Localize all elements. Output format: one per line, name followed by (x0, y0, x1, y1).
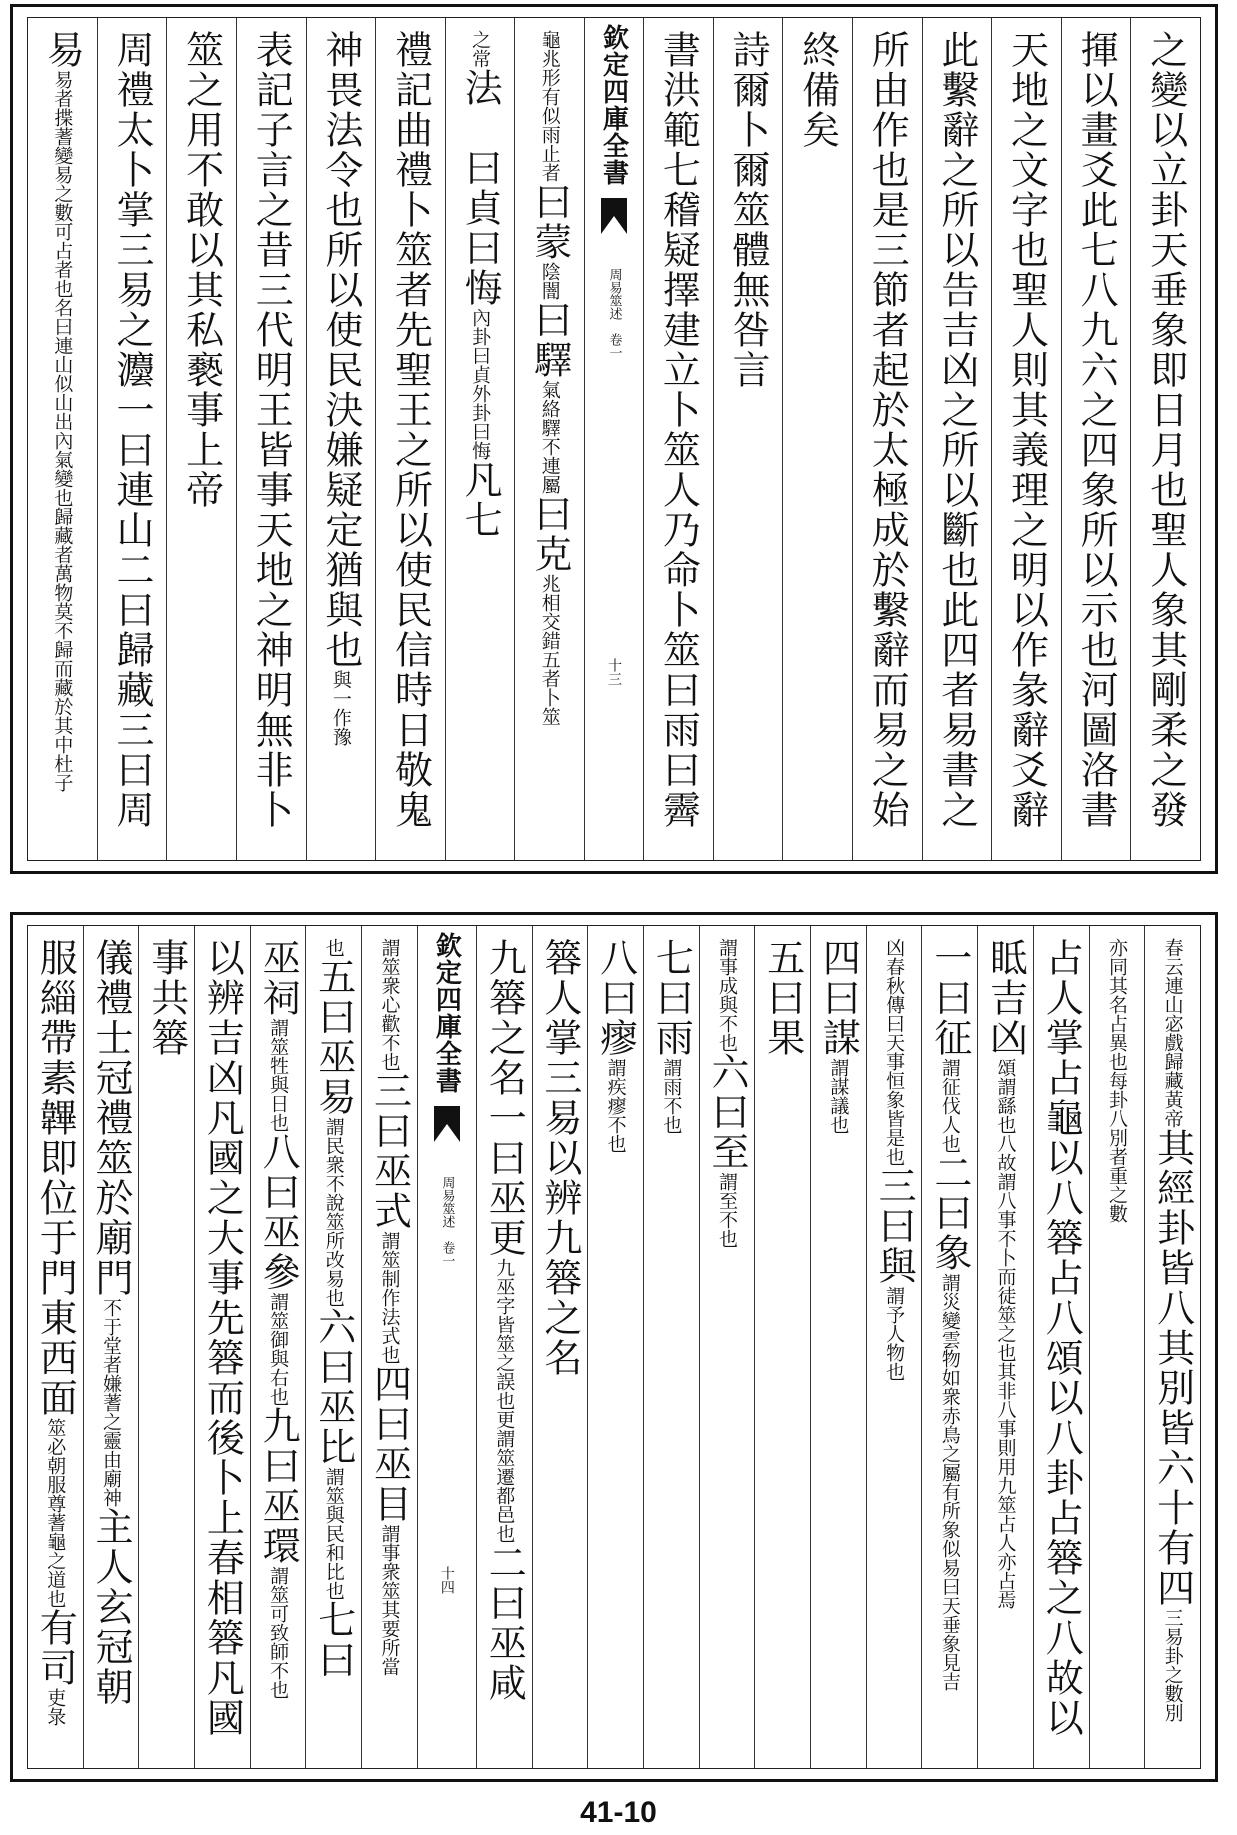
annotation-note: 亦同其名占異也每卦八別者重之數 (1105, 938, 1128, 1223)
main-text: 曰蒙 (527, 182, 572, 262)
text-column (852, 18, 922, 860)
annotation-note: 氣絡驛不連屬 (538, 380, 561, 494)
main-text: 巫祠 (256, 938, 301, 1018)
main-text: 四曰謀 (816, 938, 861, 1058)
text-column (236, 18, 306, 860)
text-column (28, 926, 83, 1768)
text-column (1061, 18, 1131, 860)
column-text (858, 30, 916, 830)
text-column (587, 926, 643, 1768)
main-text: 事共簭 (144, 938, 189, 1058)
column-text (719, 30, 777, 390)
column-text (451, 30, 509, 540)
annotation-note: 頌謂繇也八故謂八事不卜而徒筮之也其非八事則用九筮占人亦占焉 (994, 1058, 1017, 1609)
main-text: 六曰巫比 (311, 1307, 356, 1467)
main-text: 簭人掌三易以辨九簭之名 (537, 938, 582, 1378)
column-text (1137, 30, 1195, 830)
column-text (361, 938, 417, 1676)
annotation-note: 與一作豫 (329, 670, 352, 746)
main-text: 七曰 (311, 1600, 356, 1680)
bottom-half-page (10, 912, 1218, 1782)
text-column (782, 18, 852, 860)
annotation-note: 謂至不也 (716, 1172, 739, 1248)
annotation-note: 九巫字皆筮之誤也更謂筮遷都邑也 (493, 1258, 516, 1543)
annotation-note: 謂予人物也 (883, 1286, 906, 1381)
column-text (28, 938, 83, 1726)
main-text: 之變以立卦天垂象即日月也聖人象其剛柔之發 (1143, 30, 1188, 830)
main-text: 四曰巫目 (367, 1364, 412, 1524)
book-title: 欽定四庫全書 (431, 932, 462, 1094)
main-text: 禮記曲禮卜筮者先聖王之所以使民信時日敬鬼 (388, 30, 433, 830)
annotation-note: 謂事衆筮其要所當 (378, 1524, 401, 1676)
main-text: 五曰果 (760, 938, 805, 1058)
annotation-note: 春云連山宓戲歸藏黃帝 (1161, 938, 1184, 1128)
main-text: 三曰與 (872, 1166, 917, 1286)
folio-number: 十三 (606, 658, 622, 686)
column-text (305, 938, 361, 1680)
column-text (977, 938, 1033, 1609)
main-text: 七曰雨 (649, 938, 694, 1058)
text-column (977, 926, 1033, 1768)
column-text (312, 30, 370, 746)
bottom-frame (27, 925, 1201, 1769)
column-text (83, 938, 139, 1707)
main-text: 詩爾卜爾筮體無咎言 (725, 30, 770, 390)
main-text: 表記子言之昔三代明王皆事天地之神明無非卜 (249, 30, 294, 830)
column-text (810, 938, 866, 1134)
folio-number: 十四 (438, 1566, 455, 1594)
main-text: 所由作也是三節者起於太極成於繫辭而易之始 (865, 30, 910, 830)
center-fold (584, 18, 643, 860)
column-text (476, 938, 532, 1703)
main-text: 一曰征 (927, 938, 972, 1058)
annotation-note: 龜兆形有似雨止者 (538, 30, 561, 182)
column-text (173, 30, 231, 510)
annotation-note: 兆相交錯五者卜筮 (538, 574, 561, 726)
main-text: 易 (40, 30, 85, 70)
column-text (699, 938, 755, 1248)
text-column (1033, 926, 1089, 1768)
annotation-note: 謂民衆不說筮所改易也 (322, 1117, 345, 1307)
main-text: 書洪範七稽疑擇建立卜筮人乃命卜筮曰雨曰霽 (656, 30, 701, 830)
main-text: 九簭之名一曰巫更 (482, 938, 527, 1258)
text-column (810, 926, 866, 1768)
text-column (97, 18, 167, 860)
main-text: 筮之用不敢以其私褻事上帝 (179, 30, 224, 510)
text-column (713, 18, 783, 860)
main-text: 曰驛 (527, 300, 572, 380)
annotation-note: 謂雨不也 (660, 1058, 683, 1134)
column-text (242, 30, 300, 830)
book-volume: 周易筮述 卷一 (606, 268, 622, 359)
top-frame (27, 17, 1201, 861)
annotation-note: 謂筮牲與日也 (267, 1018, 290, 1132)
text-column (532, 926, 588, 1768)
column-text (754, 938, 810, 1058)
annotation-note: 謂謀議也 (827, 1058, 850, 1134)
text-column (166, 18, 236, 860)
column-text (250, 938, 306, 1699)
main-text: 以辨吉凶凡國之大事先簭而後卜上春相簭凡國 (200, 938, 245, 1738)
annotation-note: 謂筮衆心歡不也 (378, 938, 401, 1071)
annotation-note: 凶春秋傳曰天事恒象皆是也 (883, 938, 906, 1166)
column-text (138, 938, 194, 1058)
text-column (138, 926, 194, 1768)
column-text (1033, 938, 1089, 1738)
main-text: 曰克 (527, 494, 572, 574)
main-text: 揮以畫爻此七八九六之四象所以示也河圖洛書 (1074, 30, 1119, 830)
main-text: 其經卦皆八其別皆六十有四 (1150, 1128, 1195, 1608)
annotation-note: 不于堂者嫌蓍之靈由廟神 (99, 1298, 122, 1507)
column-text (103, 30, 161, 830)
text-column (922, 18, 992, 860)
annotation-note: 吏彔 (44, 1688, 67, 1726)
text-column (250, 926, 306, 1768)
column-text (1067, 30, 1125, 830)
annotation-note: 易者揲蓍變易之數可占者也名曰連山似山出內氣變也歸藏者萬物莫不歸而藏於其中杜子 (51, 70, 74, 792)
column-text (1089, 938, 1145, 1223)
main-text: 周禮太卜掌三易之灋一曰連山二曰歸藏三曰周 (109, 30, 154, 830)
annotation-note: 之常 (469, 30, 492, 68)
bottom-columns (28, 926, 1200, 1768)
volume-info (605, 268, 624, 359)
main-text: 凡七 (458, 460, 503, 540)
main-text: 天地之文字也聖人則其義理之明以作彖辭爻辭 (1004, 30, 1049, 830)
text-column (643, 926, 699, 1768)
book-volume: 周易筮述 卷一 (439, 1176, 455, 1267)
annotation-note: 謂筮御與右也 (267, 1292, 290, 1406)
text-column (754, 926, 810, 1768)
top-half-page (10, 4, 1218, 874)
column-text (921, 938, 977, 1691)
column-text (928, 30, 986, 830)
column-text (789, 30, 847, 150)
annotation-note: 謂災變雲物如衆赤鳥之屬有所象似易曰天垂象見吉 (938, 1273, 961, 1691)
text-column (83, 926, 139, 1768)
fish-tail-mark-icon (601, 198, 627, 268)
column-text (866, 938, 922, 1381)
main-text: 主人玄冠朝 (88, 1507, 133, 1707)
text-column (306, 18, 376, 860)
annotation-note: 謂筮與民和比也 (322, 1467, 345, 1600)
main-text: 五曰巫易 (311, 957, 356, 1117)
text-column (476, 926, 532, 1768)
text-column (375, 18, 445, 860)
main-text: 占人掌占龜以八簭占八頌以八卦占簭之八故以 (1039, 938, 1084, 1738)
main-text: 三曰巫式 (367, 1071, 412, 1231)
annotation-note: 陰闇 (538, 262, 561, 300)
column-text (532, 938, 588, 1378)
top-columns (28, 18, 1200, 860)
main-text: 八曰瘳 (593, 938, 638, 1058)
annotation-note: 筮必朝服尊蓍龜之道也 (44, 1418, 67, 1608)
page-label: 41-10 (580, 1796, 657, 1829)
annotation-note: 謂筮制作法式也 (378, 1231, 401, 1364)
annotation-note: 三易卦之數別 (1161, 1608, 1184, 1722)
center-fold (417, 926, 476, 1768)
annotation-note: 也 (322, 938, 345, 957)
column-text (997, 30, 1055, 830)
text-column (445, 18, 515, 860)
main-text: 神畏法令也所以使民決嫌疑定猶與也 (318, 30, 363, 670)
main-text: 二曰巫咸 (482, 1543, 527, 1703)
text-column (514, 18, 584, 860)
main-text: 有司 (33, 1608, 78, 1688)
column-text (643, 938, 699, 1134)
text-column (921, 926, 977, 1768)
main-text: 二曰象 (927, 1153, 972, 1273)
text-column (643, 18, 713, 860)
text-column (1130, 18, 1200, 860)
main-text: 眡吉凶 (983, 938, 1028, 1058)
text-column (866, 926, 922, 1768)
column-text (33, 30, 91, 792)
main-text: 八曰巫參 (256, 1132, 301, 1292)
fish-tail-mark-icon (434, 1106, 460, 1176)
column-text (521, 30, 579, 726)
text-column (991, 18, 1061, 860)
text-column (361, 926, 417, 1768)
main-text: 儀禮士冠禮筮於廟門 (88, 938, 133, 1298)
column-text (587, 938, 643, 1153)
text-column (1089, 926, 1145, 1768)
annotation-note: 內卦曰貞外卦曰悔 (469, 308, 492, 460)
text-column (305, 926, 361, 1768)
text-column (1144, 926, 1200, 1768)
text-column (699, 926, 755, 1768)
volume-info (437, 1176, 456, 1267)
main-text: 終備矣 (795, 30, 840, 150)
text-column (28, 18, 97, 860)
annotation-note: 謂疾瘳不也 (604, 1058, 627, 1153)
main-text: 六曰至 (705, 1052, 750, 1172)
main-text: 此繫辭之所以告吉凶之所以斷也此四者易書之 (934, 30, 979, 830)
column-text (649, 30, 707, 830)
annotation-note: 謂筮可致師不也 (267, 1566, 290, 1699)
book-title: 欽定四庫全書 (598, 24, 629, 186)
main-text: 九曰巫環 (256, 1406, 301, 1566)
column-text (381, 30, 439, 830)
column-text (194, 938, 250, 1738)
column-text (1144, 938, 1200, 1722)
main-text: 服緇帶素韠即位于門東西面 (33, 938, 78, 1418)
text-column (194, 926, 250, 1768)
annotation-note: 謂征伐人也 (938, 1058, 961, 1153)
main-text: 法 曰貞曰悔 (458, 68, 503, 308)
annotation-note: 謂事成與不也 (716, 938, 739, 1052)
